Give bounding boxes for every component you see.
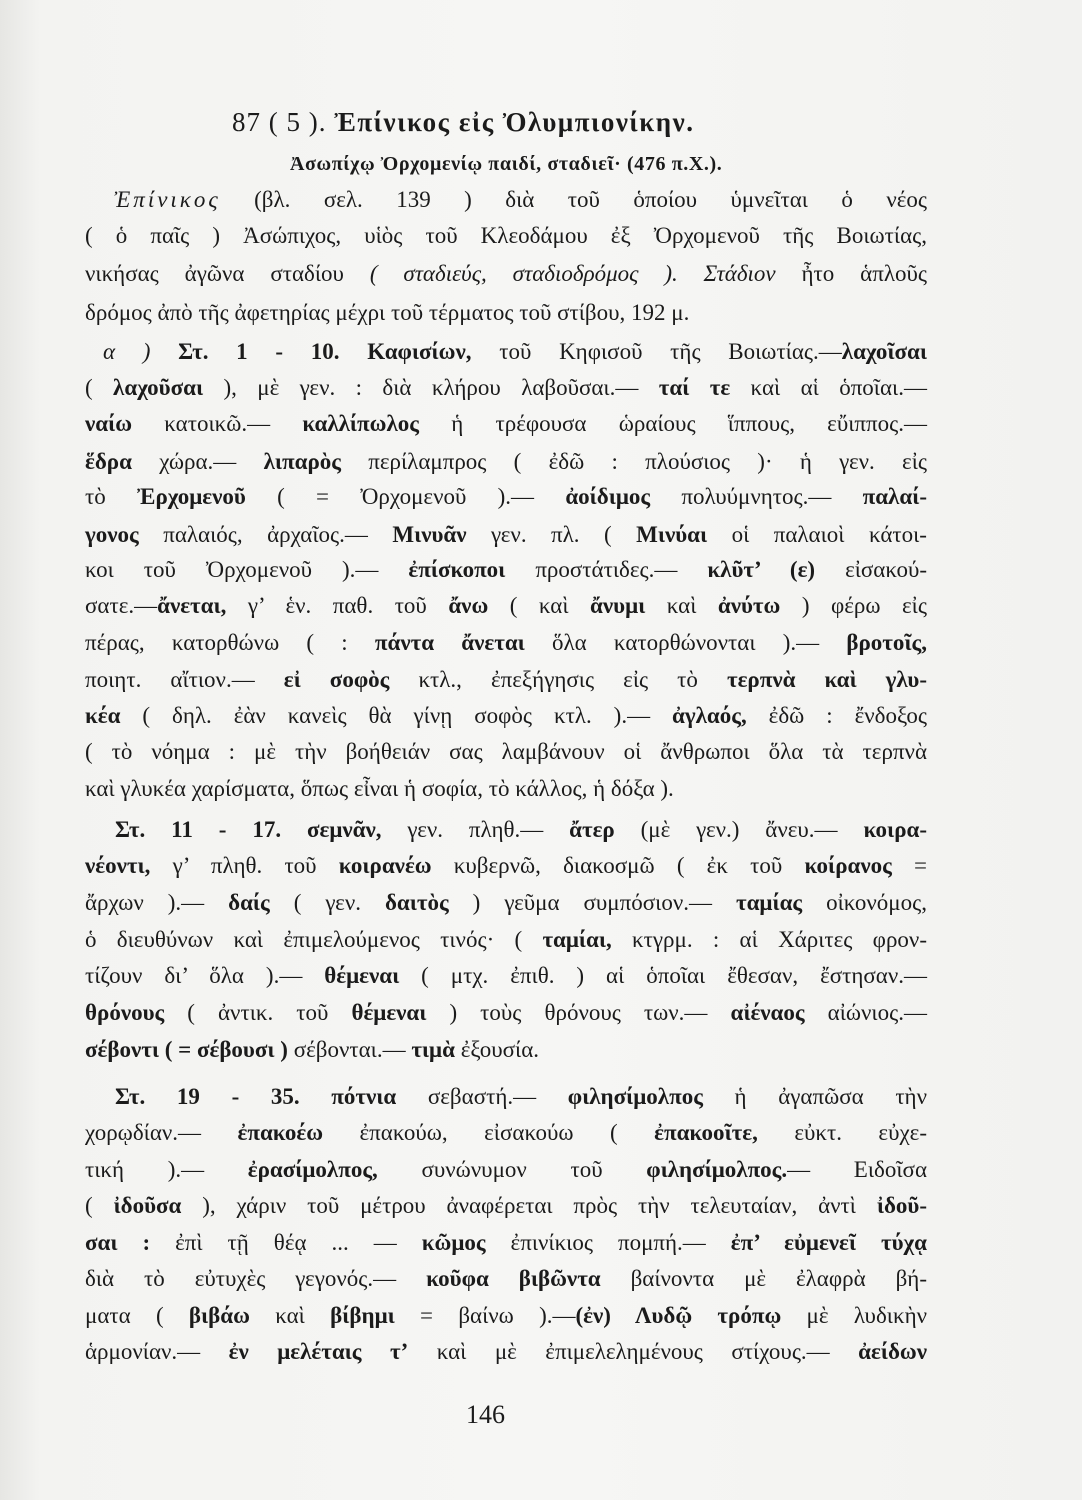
text-run: ὁ διευθύνων καὶ ἐπιμελούμενος τινός· ( xyxy=(85,927,543,952)
bold-term: τερπνὰ καὶ γλυ- xyxy=(727,667,927,692)
text-run: = xyxy=(891,853,927,878)
text-run: ἡ τρέφουσα ὡραίους ἵππους, εὔιππος.— xyxy=(418,411,927,436)
line-content xyxy=(85,295,689,331)
text-run: ἐπακούω, εἰσακούω ( xyxy=(323,1120,655,1145)
line-content xyxy=(85,1115,927,1151)
text-run: τοῦ Κηφισοῦ τῆς Βοιωτίας.— xyxy=(471,339,842,364)
text-run: παλαιός, ἀρχαῖος.— xyxy=(138,522,393,547)
text-line xyxy=(85,958,927,994)
line-content xyxy=(85,698,927,734)
line-content xyxy=(85,848,927,884)
bold-term: κέα xyxy=(85,703,121,728)
text-run: περίλαμπρος ( ἐδῶ : πλούσιος )· ἡ γεν. εἰς xyxy=(340,449,927,474)
text-run: τὸ xyxy=(85,484,138,509)
bold-term: ἀείδων xyxy=(858,1339,927,1364)
bold-term: ἐρασίμολπος, xyxy=(247,1157,378,1182)
line-content xyxy=(85,922,927,958)
bold-term: ἕδρα xyxy=(85,449,132,474)
text-line xyxy=(115,1079,927,1115)
text-line xyxy=(115,812,927,848)
bold-term: θέμεναι xyxy=(324,963,400,988)
bold-term: ἀνύτω xyxy=(717,593,781,618)
line-content xyxy=(115,1079,927,1115)
text-run: κατοικῶ.— xyxy=(132,411,303,436)
text-run: νικήσας ἀγῶνα σταδίου xyxy=(85,261,370,286)
bold-term: κλῦτ’ (ε) xyxy=(707,557,816,582)
bold-term: Στ. 19 - 35. πότνια xyxy=(115,1084,397,1109)
line-content xyxy=(115,812,927,848)
text-run: καὶ xyxy=(249,1303,331,1328)
bold-term: ἄνεται, xyxy=(157,593,227,618)
text-run: πολυύμνητος.— xyxy=(650,484,863,509)
text-run: — Ειδοῖσα xyxy=(787,1157,927,1182)
text-run: γεν. πληθ.— xyxy=(381,817,570,842)
text-run: ἁρμονίαν.— xyxy=(85,1339,229,1364)
text-run: χώρα.— xyxy=(131,449,264,474)
page-number: 146 xyxy=(466,1400,505,1429)
section-heading xyxy=(232,104,694,140)
bold-term: καλλίπωλος xyxy=(302,411,419,436)
bold-term: νέοντι, xyxy=(85,853,151,878)
bold-term: ἄνυμι xyxy=(590,593,646,618)
bold-term: κοῦφα βιβῶντα xyxy=(426,1266,601,1291)
text-run: συνώνυμον τοῦ xyxy=(377,1157,647,1182)
bold-term: ἄνω xyxy=(448,593,489,618)
text-line xyxy=(85,848,927,884)
text-run: καὶ γλυκέα χαρίσματα, ὅπως εἶναι ἡ σοφία, τὸ κάλλος, ἡ δόξα ). xyxy=(85,776,674,801)
text-run: ) φέρω εἰς xyxy=(780,593,927,618)
line-content xyxy=(85,885,927,921)
bold-term: λιπαρὸς xyxy=(263,449,341,474)
text-run: καὶ μὲ ἐπιμελελημένους στίχους.— xyxy=(408,1339,859,1364)
text-line xyxy=(85,922,927,958)
text-run: αἰώνιος.— xyxy=(804,1000,927,1025)
text-run: ( μτχ. ἐπιθ. ) αἱ ὁποῖαι ἔθεσαν, ἔστησαν.— xyxy=(399,963,927,988)
bold-term: ἀοίδιμος xyxy=(565,484,651,509)
line-content xyxy=(85,1032,539,1068)
bold-term: κοίρανος xyxy=(804,853,892,878)
line-content xyxy=(85,406,927,442)
bold-term: ἰδοῦ- xyxy=(876,1193,927,1218)
line-content xyxy=(85,771,674,807)
text-run: ἐξουσία. xyxy=(454,1037,540,1062)
line-content xyxy=(85,662,927,698)
line-content xyxy=(85,1188,927,1224)
text-run: ἐδῶ : ἔνδοξος xyxy=(746,703,927,728)
bold-term: αἰέναος xyxy=(730,1000,805,1025)
line-content xyxy=(85,370,927,406)
bold-term: ταμίαι, xyxy=(542,927,612,952)
text-run: γ’ πληθ. τοῦ xyxy=(150,853,339,878)
text-run: ἄρχων ).— xyxy=(85,890,229,915)
text-run: ματα ( xyxy=(85,1303,189,1328)
italic-text: Ἐπίνικος xyxy=(114,187,221,212)
text-run: (μὲ γεν.) ἄνευ.— xyxy=(614,817,864,842)
text-run: βαίνοντα μὲ ἐλαφρὰ βή- xyxy=(600,1266,927,1291)
section-number: 87 ( 5 ). xyxy=(232,107,327,137)
text-line xyxy=(85,1188,927,1224)
text-run: κυβερνῶ, διακοσμῶ ( ἐκ τοῦ xyxy=(431,853,805,878)
bold-term: φιλησίμολπος. xyxy=(646,1157,788,1182)
line-content xyxy=(85,517,927,553)
italic-text: α ) xyxy=(103,339,179,364)
text-run: μὲ λυδικὴν xyxy=(781,1303,927,1328)
text-run: ) τοὺς θρόνους των.— xyxy=(426,1000,731,1025)
text-line xyxy=(85,1225,927,1261)
text-line xyxy=(85,517,927,553)
bold-term: βιβάω xyxy=(188,1303,250,1328)
text-line xyxy=(85,552,927,588)
bold-term: παλαί- xyxy=(862,484,927,509)
text-run: σατε.— xyxy=(85,593,158,618)
italic-text: ( σταδιεύς, σταδιοδρόμος ). Στάδιον xyxy=(369,261,776,286)
bold-term: ἰδοῦσα xyxy=(113,1193,182,1218)
line-content xyxy=(85,1298,927,1334)
bold-term: φιλησίμολπος xyxy=(567,1084,703,1109)
text-run: γεν. πλ. ( xyxy=(466,522,637,547)
text-line xyxy=(85,295,927,331)
text-line xyxy=(85,406,927,442)
text-run: (βλ. σελ. 139 ) διὰ τοῦ ὁποίου ὑμνεῖται ὁ νέος xyxy=(220,187,927,212)
text-run: γ’ ἑν. παθ. τοῦ xyxy=(226,593,449,618)
text-run: ( τὸ νόημα : μὲ τὴν βοήθειάν σας λαμβάνουν οἱ ἄνθρωποι ὅλα τὰ τερπνὰ xyxy=(85,739,927,764)
text-line xyxy=(85,771,927,807)
bold-term: ἀγλαός, xyxy=(672,703,747,728)
bold-term: λαχοῖσαι xyxy=(841,339,927,364)
section-subtitle: Ἀσωπίχῳ Ὀρχομενίῳ παιδί, σταδιεῖ· (476 π.Χ.). xyxy=(290,153,723,175)
bold-term: εἰ σοφὸς xyxy=(283,667,390,692)
bold-term: γονος xyxy=(85,522,139,547)
text-run: ἐπινίκιος πομπή.— xyxy=(485,1230,731,1255)
line-content xyxy=(85,958,927,994)
bold-term: θρόνους xyxy=(85,1000,165,1025)
line-content xyxy=(85,1152,927,1188)
bold-term: Μινυᾶν xyxy=(392,522,467,547)
text-run: κτλ., ἐπεξήγησις εἰς τὸ xyxy=(389,667,727,692)
line-content xyxy=(114,182,927,218)
text-line xyxy=(114,182,927,218)
text-run: ( xyxy=(85,375,114,400)
line-content xyxy=(85,625,927,661)
bold-term: δαίς xyxy=(228,890,270,915)
text-line xyxy=(85,1334,927,1370)
bold-term: λαχοῦσαι xyxy=(113,375,204,400)
text-run: ( xyxy=(85,1193,114,1218)
text-line xyxy=(85,885,927,921)
bold-term: (ἐν) Λυδῷ τρόπῳ xyxy=(575,1303,782,1328)
text-run: ( δηλ. ἐὰν κανεὶς θὰ γίνῃ σοφὸς κτλ. ).— xyxy=(120,703,673,728)
text-run: ( γεν. xyxy=(269,890,385,915)
text-run: ( ἀντικ. τοῦ xyxy=(164,1000,352,1025)
bold-term: ναίω xyxy=(85,411,133,436)
bold-term: τιμὰ xyxy=(411,1037,455,1062)
line-content xyxy=(85,1334,927,1370)
bold-term: ἐπακοέω xyxy=(237,1120,324,1145)
text-line xyxy=(85,698,927,734)
line-content xyxy=(85,995,927,1031)
text-line xyxy=(85,662,927,698)
text-run: ), χάριν τοῦ μέτρου ἀναφέρεται πρὸς τὴν τελευταίαν, ἀντὶ xyxy=(181,1193,877,1218)
text-line xyxy=(103,334,927,370)
bold-term: πάντα ἄνεται xyxy=(374,630,525,655)
text-run: ἐπὶ τῇ θέᾳ ... — xyxy=(150,1230,422,1255)
text-run: εἰσακού- xyxy=(815,557,927,582)
bold-term: ταμίας xyxy=(735,890,803,915)
text-run: ( καὶ xyxy=(488,593,591,618)
bold-term: Στ. 1 - 10. Καφισίων, xyxy=(178,339,472,364)
line-content xyxy=(85,734,927,770)
bold-term: σέβοντι ( = σέβουσι ) xyxy=(85,1037,288,1062)
line-content xyxy=(85,1225,927,1261)
text-run: ἦτο ἁπλοῦς xyxy=(775,261,927,286)
text-line xyxy=(85,1032,927,1068)
text-line xyxy=(85,588,927,624)
text-run: κτγρμ. : αἱ Χάριτες φρον- xyxy=(611,927,927,952)
bold-term: Στ. 11 - 17. σεμνᾶν, xyxy=(115,817,382,842)
bold-term: θέμεναι xyxy=(351,1000,427,1025)
text-line xyxy=(85,370,927,406)
bold-term: βροτοῖς, xyxy=(846,630,927,655)
text-run: διὰ τὸ εὐτυχὲς γεγονός.— xyxy=(85,1266,427,1291)
text-line xyxy=(85,995,927,1031)
text-line xyxy=(85,1152,927,1188)
text-run: κοι τοῦ Ὀρχομενοῦ ).— xyxy=(85,557,409,582)
text-run: ( ὁ παῖς ) Ἀσώπιχος, υἱὸς τοῦ Κλεοδάμου ἐξ Ὀρχομενοῦ τῆς Βοιωτίας, xyxy=(85,223,927,248)
bold-term: Μινύαι xyxy=(636,522,708,547)
bold-term: κοιρα- xyxy=(863,817,927,842)
text-run: οἰκονόμος, xyxy=(802,890,927,915)
text-run: εὐκτ. εὐχε- xyxy=(757,1120,927,1145)
bold-term: ἐπ’ εὐμενεῖ τύχᾳ xyxy=(730,1230,927,1255)
bold-term: ταί τε xyxy=(658,375,731,400)
bold-term: βίβημι xyxy=(330,1303,395,1328)
section-title: Ἐπίνικος εἰς Ὀλυμπιονίκην. xyxy=(334,107,695,137)
text-line xyxy=(85,734,927,770)
line-content xyxy=(85,218,927,254)
bold-term: ἐπίσκοποι xyxy=(408,557,506,582)
text-run: ) γεῦμα συμπόσιον.— xyxy=(448,890,736,915)
text-run: ὅλα κατορθώνονται ).— xyxy=(524,630,847,655)
line-content xyxy=(85,552,927,588)
text-run: πέρας, κατορθώνω ( : xyxy=(85,630,375,655)
bold-term: ἐπακοοῖτε, xyxy=(654,1120,758,1145)
text-run: χορῳδίαν.— xyxy=(85,1120,238,1145)
text-run: προστάτιδες.— xyxy=(505,557,708,582)
bold-term: Ἐρχομενοῦ xyxy=(137,484,246,509)
text-run: τίζουν δι’ ὅλα ).— xyxy=(85,963,325,988)
bold-term: δαιτὸς xyxy=(384,890,449,915)
text-line xyxy=(85,625,927,661)
text-run: = βαίνω ).— xyxy=(394,1303,576,1328)
text-line xyxy=(85,479,927,515)
text-run: δρόμος ἀπὸ τῆς ἀφετηρίας μέχρι τοῦ τέρματος τοῦ στίβου, 192 μ. xyxy=(85,300,690,325)
text-line xyxy=(85,444,927,480)
text-run: ), μὲ γεν. : διὰ κλήρου λαβοῦσαι.— xyxy=(203,375,659,400)
bold-term: ἐν μελέταις τ’ xyxy=(228,1339,409,1364)
text-run: ( = Ὀρχομενοῦ ).— xyxy=(245,484,566,509)
text-run: καὶ αἱ ὁποῖαι.— xyxy=(730,375,927,400)
bold-term: κῶμος xyxy=(421,1230,486,1255)
text-run: ἡ ἀγαπῶσα τὴν xyxy=(702,1084,927,1109)
text-run: σέβονται.— xyxy=(287,1037,412,1062)
text-line xyxy=(85,1261,927,1297)
line-content xyxy=(85,256,927,292)
bold-term: ἄτερ xyxy=(569,817,615,842)
line-content xyxy=(85,588,927,624)
text-run: καὶ xyxy=(645,593,718,618)
line-content xyxy=(85,479,927,515)
bold-term: κοιρανέω xyxy=(338,853,432,878)
text-line xyxy=(85,218,927,254)
text-run: οἱ παλαιοὶ κάτοι- xyxy=(707,522,927,547)
text-line xyxy=(85,1115,927,1151)
text-line xyxy=(85,256,927,292)
line-content xyxy=(103,334,927,370)
text-run: τική ).— xyxy=(85,1157,248,1182)
text-line xyxy=(85,1298,927,1334)
line-content xyxy=(85,1261,927,1297)
text-run: ποιητ. αἴτιον.— xyxy=(85,667,284,692)
line-content xyxy=(85,444,927,480)
text-run: σεβαστή.— xyxy=(396,1084,568,1109)
bold-term: σαι : xyxy=(85,1230,151,1255)
